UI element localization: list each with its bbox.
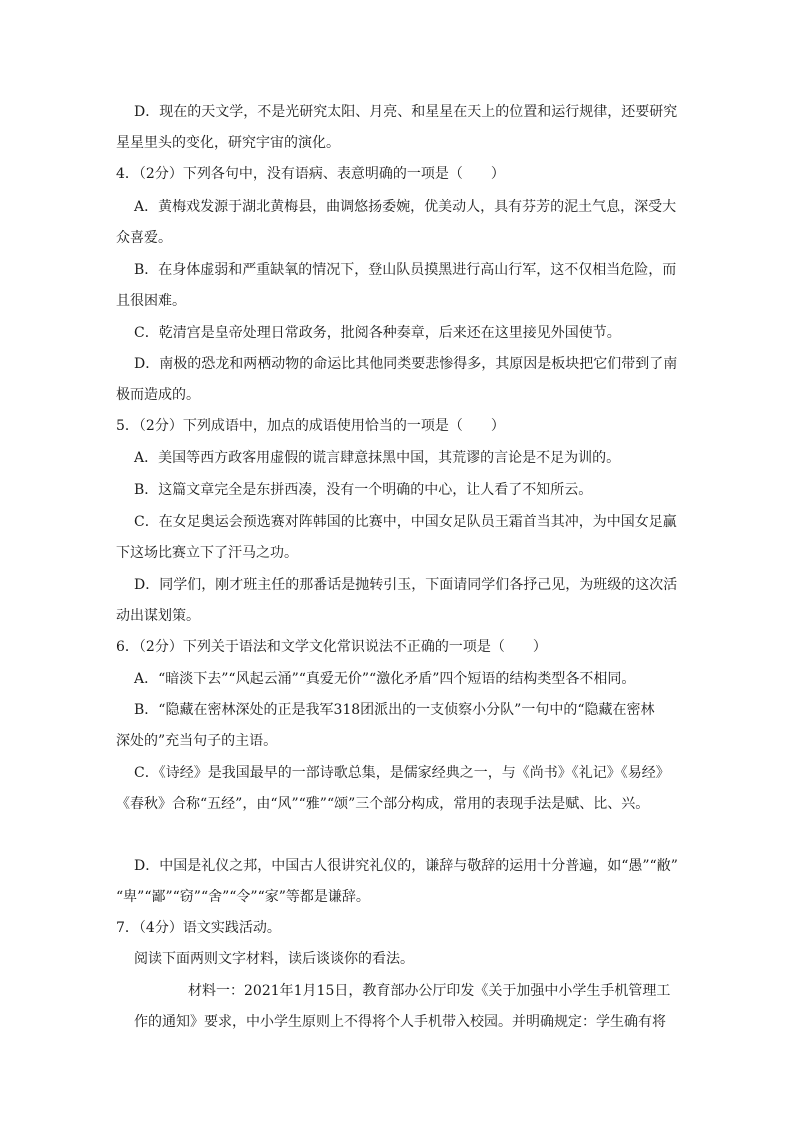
q6-option-c-line-2: 《春秋》合称“五经”，由“风”“雅”“颂”三个部分构成，常用的表现手法是赋、比、兴。: [116, 796, 650, 812]
q5-option-a: A．美国等西方政客用虚假的谎言肆意抹黑中国，其荒谬的言论是不足为训的。: [134, 450, 621, 466]
q4-option-d-line-1: D．南极的恐龙和两栖动物的命运比其他同类要悲惨得多，其原因是板块把它们带到了南: [134, 356, 678, 372]
question-5-stem: 5．（2分）下列成语中，加点的成语使用恰当的一项是（ ）: [116, 418, 505, 434]
q6-option-c-line-1: C．《诗经》是我国最早的一部诗歌总集，是儒家经典之一，与《尚书》《礼记》《易经》: [134, 765, 670, 781]
q5-option-c-line-1: C．在女足奥运会预选赛对阵韩国的比赛中，中国女足队员王霜首当其冲，为中国女足赢: [134, 514, 677, 530]
q5-option-d-line-2: 动出谋划策。: [116, 608, 200, 624]
q4-option-a-line-2: 众喜爱。: [116, 230, 172, 246]
q4-option-c: C．乾清宫是皇帝处理日常政务，批阅各种奏章，后来还在这里接见外国使节。: [134, 325, 621, 341]
q5-option-c-line-2: 下这场比赛立下了汗马之功。: [116, 545, 298, 561]
q6-option-b-line-2: 深处的”充当句子的主语。: [116, 733, 278, 749]
q6-option-d-line-1: D．中国是礼仪之邦，中国古人很讲究礼仪的，谦辞与敬辞的运用十分普遍，如“愚”“敝”: [134, 858, 678, 874]
question-4-stem: 4．（2分）下列各句中，没有语病、表意明确的一项是（ ）: [116, 166, 505, 182]
q4-option-d-line-2: 极而造成的。: [116, 387, 200, 403]
q4-option-a-line-1: A．黄梅戏发源于湖北黄梅县，曲调悠扬委婉，优美动人，具有芬芳的泥土气息，深受大: [134, 199, 677, 215]
option-d-3-line-2: 星星里头的变化，研究宇宙的演化。: [116, 135, 340, 151]
q4-option-b-line-1: B．在身体虚弱和严重缺氧的情况下，登山队员摸黑进行高山行军，这不仅相当危险，而: [134, 262, 677, 278]
q5-option-b: B．这篇文章完全是东拼西凑，没有一个明确的中心，让人看了不知所云。: [134, 482, 593, 498]
q4-option-b-line-2: 且很困难。: [116, 293, 186, 309]
q5-option-d-line-1: D．同学们，刚才班主任的那番话是抛转引玉，下面请同学们各抒己见，为班级的这次活: [134, 577, 678, 593]
q6-option-a: A．“暗淡下去”“风起云涌”“真爱无价”“激化矛盾”四个短语的结构类型各不相同。: [134, 671, 636, 687]
q7-instruction: 阅读下面两则文字材料，读后谈谈你的看法。: [134, 951, 414, 967]
option-d-3-line-1: D．现在的天文学，不是光研究太阳、月亮、和星星在天上的位置和运行规律，还要研究: [134, 104, 678, 120]
q6-option-d-line-2: “卑”“鄙”“窃”“舍”“令”“家”等都是谦辞。: [116, 889, 370, 905]
question-7-stem: 7．（4分）语文实践活动。: [116, 920, 281, 936]
material-1-line-1: 材料一：2021年1月15日，教育部办公厅印发《关于加强中小学生手机管理工: [188, 983, 671, 999]
material-1-line-2: 作的通知》要求，中小学生原则上不得将个人手机带入校园。并明确规定：学生确有将: [134, 1014, 666, 1030]
q6-option-b-line-1: B．“隐藏在密林深处的正是我军318团派出的一支侦察小分队”一句中的“隐藏在密林: [134, 702, 655, 718]
question-6-stem: 6．（2分）下列关于语法和文学文化常识说法不正确的一项是（ ）: [116, 639, 547, 655]
